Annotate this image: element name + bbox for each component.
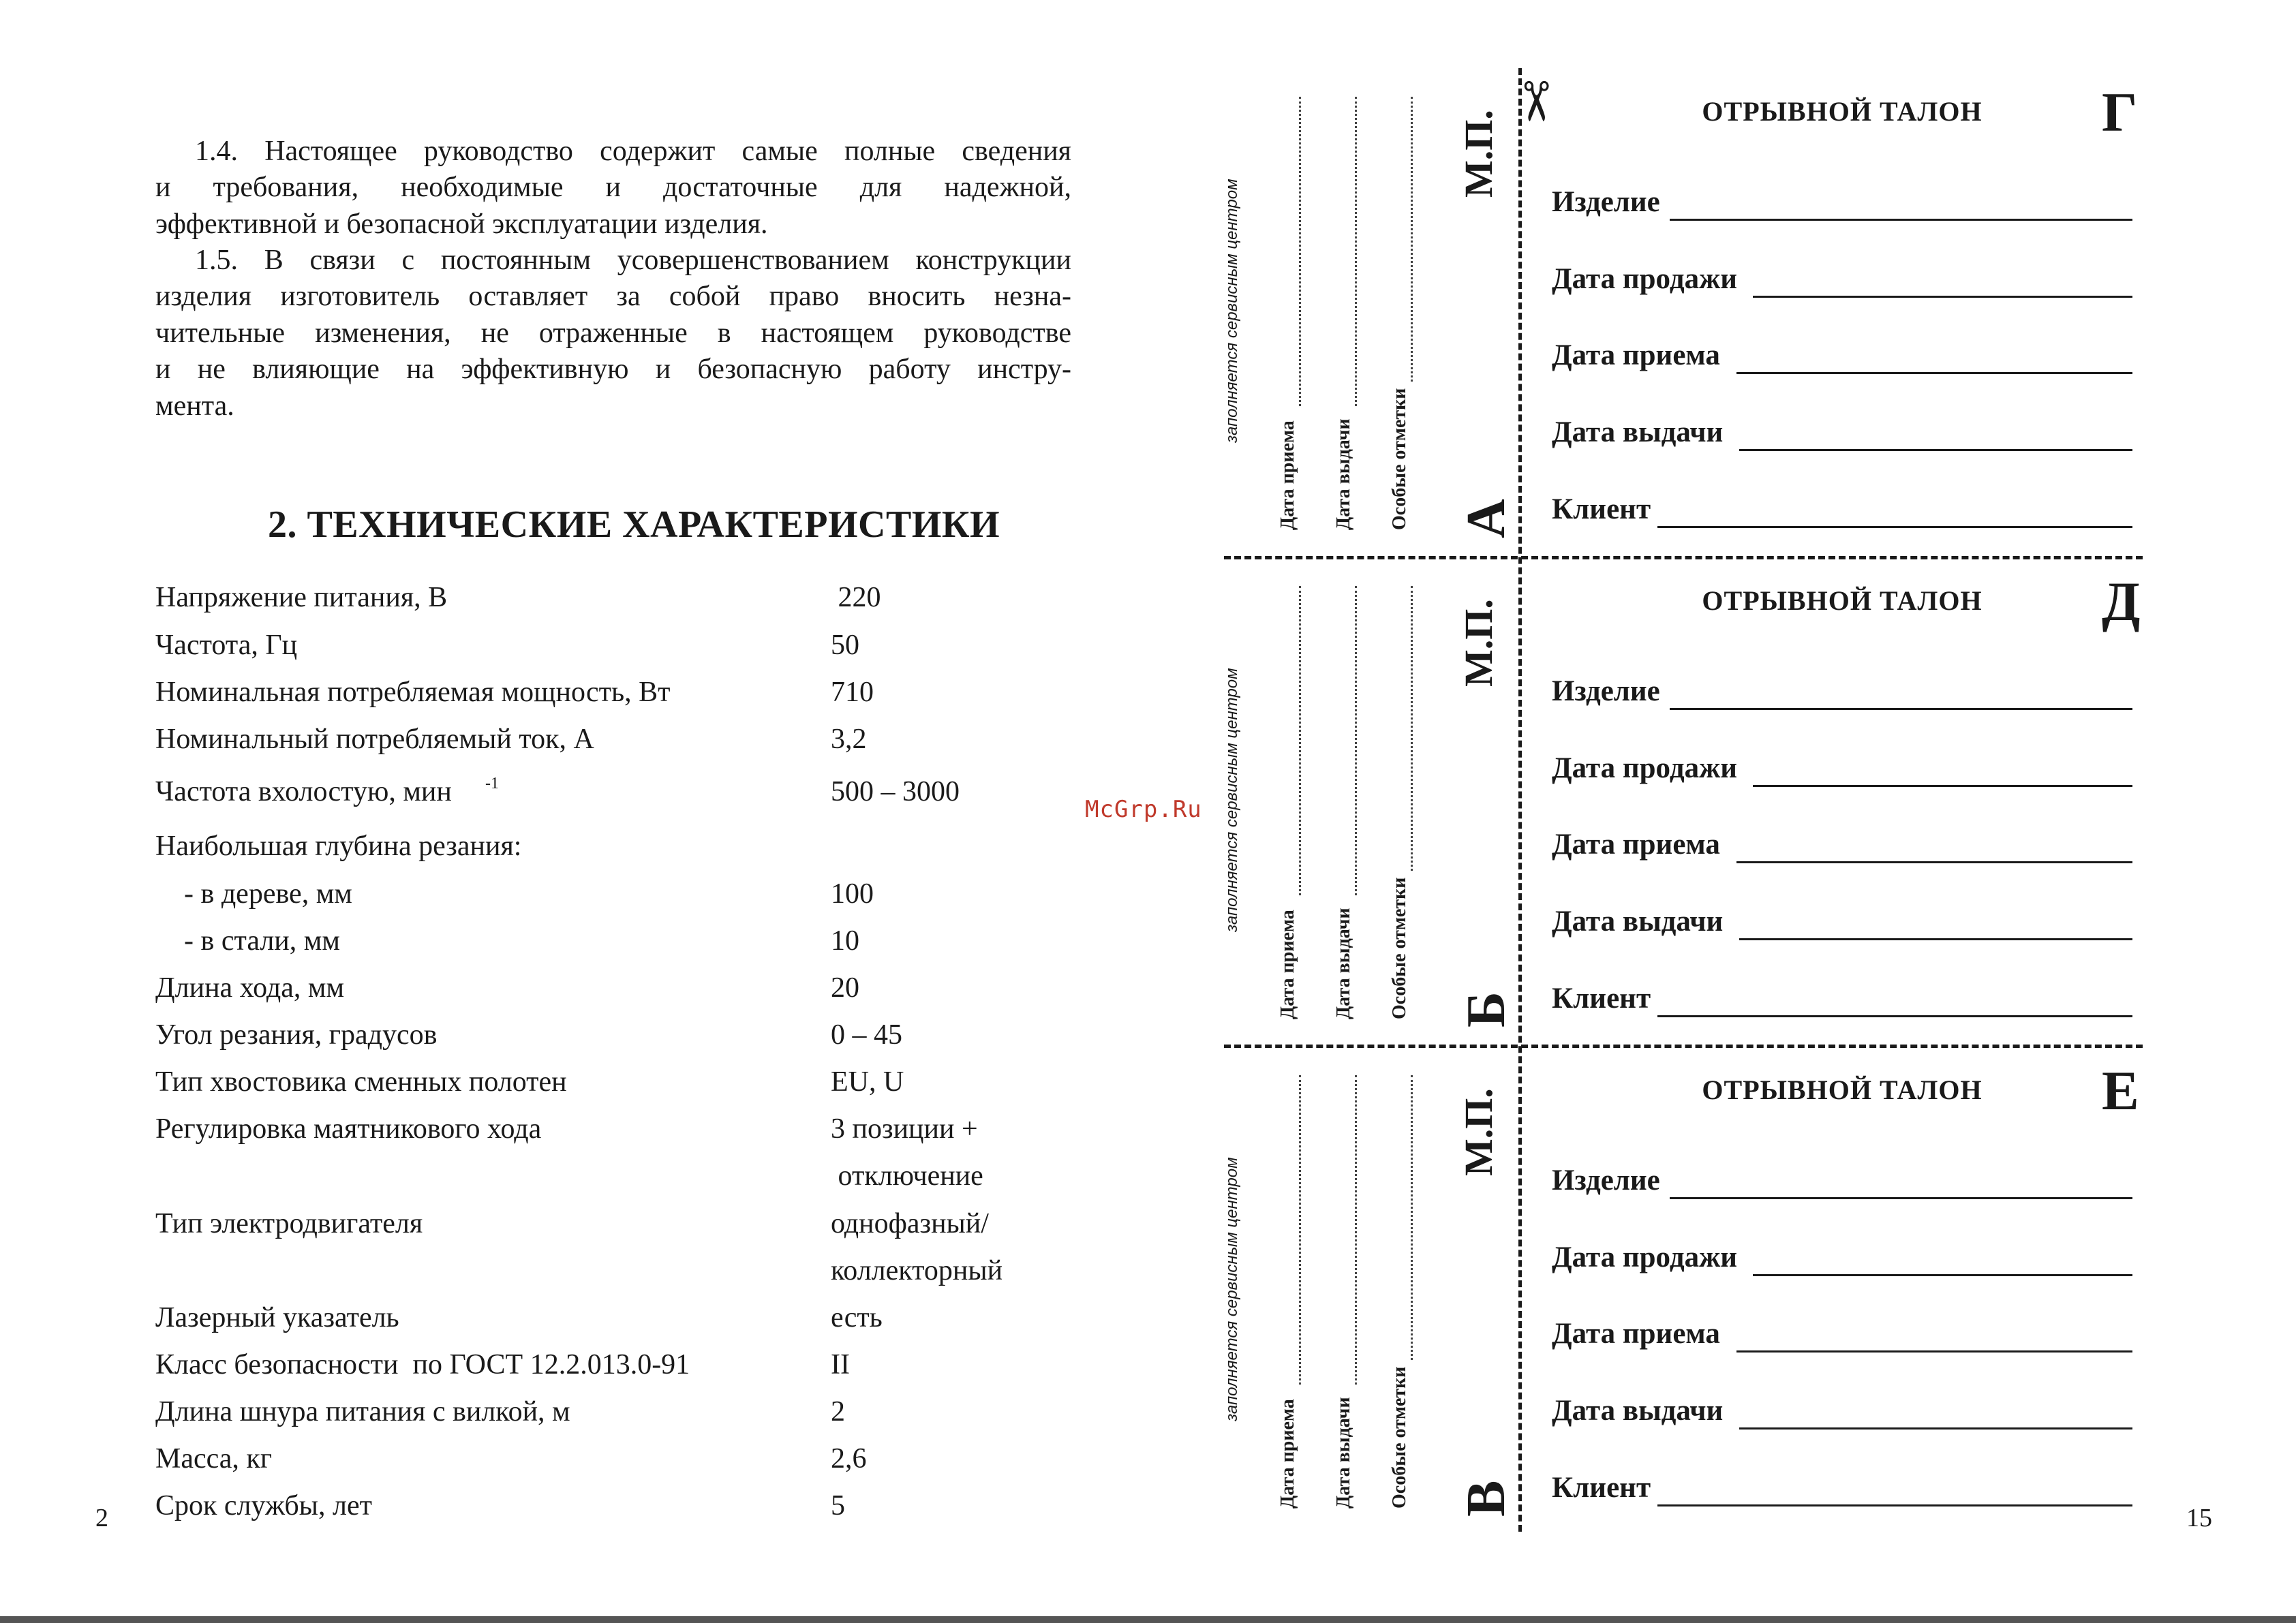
spec-label: Напряжение питания, В <box>155 582 448 613</box>
coupon-field <box>1552 185 2132 226</box>
spec-value: 100 <box>831 878 874 910</box>
stub-fill-line <box>1355 97 1357 406</box>
stub-fill-line <box>1299 1075 1301 1385</box>
stub-fill-line <box>1411 586 1413 871</box>
coupon-field-label: Клиент <box>1552 983 1651 1015</box>
coupon-field-underline <box>1739 449 2132 451</box>
stub-fill-line <box>1355 1075 1357 1385</box>
spec-row <box>0 1015 1159 1062</box>
watermark: McGrp.Ru <box>1085 796 1202 823</box>
coupon-field <box>1552 339 2132 380</box>
spec-label: Частота, Гц <box>155 630 298 661</box>
spec-label: Длина шнура питания с вилкой, м <box>155 1396 570 1427</box>
coupon-letter: Е <box>2102 1060 2139 1122</box>
spec-row <box>0 772 1159 819</box>
stub-service-note: заполняется сервисным центром <box>1223 1157 1241 1421</box>
stub-stamp-label: М.П. <box>1456 110 1501 198</box>
coupon-field-label: Дата приема <box>1552 339 1728 371</box>
coupon-field-label: Дата продажи <box>1552 1241 1738 1273</box>
scissors-icon: ✂ <box>1504 78 1565 125</box>
coupon-field-label: Дата продажи <box>1552 263 1738 295</box>
intro-line: и не влияющие на эффективную и безопасную работу инстру- <box>155 354 1071 386</box>
spec-label: Угол резания, градусов <box>155 1019 438 1051</box>
spec-value: однофазный/ <box>831 1208 989 1239</box>
coupon-field-label: Дата выдачи <box>1552 416 1730 448</box>
spec-value: 20 <box>831 972 859 1004</box>
coupon-field-underline <box>1736 372 2132 374</box>
coupon-letter: Г <box>2102 81 2138 143</box>
spec-value: 10 <box>831 925 859 957</box>
spec-label: Наибольшая глубина резания: <box>155 831 522 862</box>
spec-value: 500 – 3000 <box>831 776 960 807</box>
coupon-field-label: Дата приема <box>1552 1318 1728 1350</box>
spec-row <box>0 1204 1159 1251</box>
stub-field-label: Дата выдачи <box>1333 908 1354 1019</box>
spec-row <box>0 1156 1159 1203</box>
coupon-field-underline <box>1670 219 2132 221</box>
spec-row <box>0 1298 1159 1345</box>
coupon-field <box>1552 1317 2132 1358</box>
spec-value: 2,6 <box>831 1443 867 1474</box>
coupon-field-underline <box>1736 1350 2132 1352</box>
spec-label: Масса, кг <box>155 1443 273 1474</box>
coupon-field <box>1552 1394 2132 1435</box>
page-number-left: 2 <box>95 1504 108 1532</box>
coupon-field-underline <box>1753 1274 2132 1276</box>
spec-label: Номинальный потребляемый ток, А <box>155 724 594 755</box>
coupon-field <box>1552 1241 2132 1282</box>
stub-fill-line <box>1299 586 1301 895</box>
stub-fill-line <box>1411 97 1413 382</box>
spec-row <box>0 1109 1159 1156</box>
spec-label: Частота вхолостую, мин <box>155 776 452 807</box>
coupon-field <box>1552 675 2132 715</box>
spec-label: Тип электродвигателя <box>155 1208 423 1239</box>
spec-row <box>0 1486 1159 1533</box>
spec-unit-superscript: -1 <box>485 775 499 792</box>
coupon-field-label: Изделие <box>1552 1164 1660 1196</box>
stub-field-label: Особые отметки <box>1389 388 1410 530</box>
spec-label: Номинальная потребляемая мощность, Вт <box>155 677 671 708</box>
intro-line: чительные изменения, не отраженные в настоящем руководстве <box>155 317 1071 349</box>
spec-value: коллекторный <box>831 1255 1003 1286</box>
coupon-letter: Д <box>2102 570 2141 632</box>
coupon-field <box>1552 1471 2132 1512</box>
stub-stamp-label: М.П. <box>1456 599 1501 687</box>
spec-label: - в стали, мм <box>155 925 340 957</box>
coupon-field-label: Дата выдачи <box>1552 906 1730 938</box>
coupon-field-underline <box>1739 938 2132 940</box>
coupon-field <box>1552 905 2132 946</box>
page-number-right: 15 <box>2186 1504 2212 1532</box>
coupon-field-label: Изделие <box>1552 186 1660 218</box>
spec-label: Регулировка маятникового хода <box>155 1113 542 1145</box>
coupon-field-label: Дата приема <box>1552 829 1728 861</box>
spec-label: - в дереве, мм <box>155 878 352 910</box>
stub-field-label: Особые отметки <box>1389 877 1410 1019</box>
section-title: 2. ТЕХНИЧЕСКИЕ ХАРАКТЕРИСТИКИ <box>267 504 1000 546</box>
spec-label: Лазерный указатель <box>155 1302 399 1333</box>
spec-row <box>0 1392 1159 1439</box>
coupon-title: ОТРЫВНОЙ ТАЛОН <box>1702 585 1983 616</box>
stub-fill-line <box>1299 97 1301 406</box>
page-bottom-rule <box>0 1616 2296 1623</box>
spec-row <box>0 720 1159 767</box>
spec-label: Класс безопасности по ГОСТ 12.2.013.0-91 <box>155 1349 690 1380</box>
cut-line-vertical <box>1518 68 1522 1532</box>
coupon-field <box>1552 982 2132 1023</box>
stub-field-label: Особые отметки <box>1389 1366 1410 1509</box>
coupon-field-label: Дата выдачи <box>1552 1395 1730 1427</box>
coupon-field-label: Клиент <box>1552 1472 1651 1504</box>
stub-field-label: Дата приема <box>1277 420 1298 530</box>
spec-row <box>0 921 1159 968</box>
coupon-field-underline <box>1657 1015 2132 1017</box>
spec-value: 0 – 45 <box>831 1019 902 1051</box>
spec-label: Тип хвостовика сменных полотен <box>155 1066 567 1098</box>
coupon-field-underline <box>1736 861 2132 863</box>
spec-value: 5 <box>831 1490 845 1521</box>
intro-line: изделия изготовитель оставляет за собой право вносить незна- <box>155 281 1071 313</box>
spec-value: EU, U <box>831 1066 904 1098</box>
coupon-field-label: Изделие <box>1552 675 1660 707</box>
coupon-field <box>1552 828 2132 869</box>
coupon-field <box>1552 752 2132 792</box>
spec-row <box>0 673 1159 720</box>
cut-line-horizontal-2 <box>1224 1045 2143 1048</box>
intro-paragraph-1-4 <box>155 134 1071 243</box>
coupon-field <box>1552 493 2132 534</box>
spec-row <box>0 625 1159 673</box>
intro-line: 1.4. Настоящее руководство содержит самые полные сведения <box>195 136 1071 167</box>
spec-value: 3 позиции + <box>831 1113 978 1145</box>
spec-value: II <box>831 1349 850 1380</box>
stub-service-note: заполняется сервисным центром <box>1223 179 1241 443</box>
spec-value: 220 <box>831 582 881 613</box>
stub-stamp-label: М.П. <box>1456 1088 1501 1176</box>
coupon-field-underline <box>1753 785 2132 787</box>
coupon-title: ОТРЫВНОЙ ТАЛОН <box>1702 1075 1983 1105</box>
stub-field-label: Дата выдачи <box>1333 418 1354 530</box>
coupon-field-label: Дата продажи <box>1552 752 1738 784</box>
spec-row <box>0 826 1159 874</box>
stub-letter: А <box>1456 499 1516 538</box>
intro-line: эффективной и безопасной эксплуатации изделия. <box>155 208 768 240</box>
spec-value: отключение <box>831 1160 983 1192</box>
intro-line: 1.5. В связи с постоянным усовершенствованием конструкции <box>195 245 1071 276</box>
coupon-field-underline <box>1753 296 2132 298</box>
spec-row <box>0 578 1159 625</box>
spec-row <box>0 1062 1159 1109</box>
coupon-field-underline <box>1657 1504 2132 1506</box>
stub-service-note: заполняется сервисным центром <box>1223 668 1241 932</box>
coupon-field-underline <box>1739 1427 2132 1429</box>
coupon-field <box>1552 262 2132 303</box>
stub-field-label: Дата приема <box>1277 910 1298 1019</box>
spec-value: 2 <box>831 1396 845 1427</box>
cut-line-horizontal-1 <box>1224 556 2143 559</box>
spec-value: 3,2 <box>831 724 867 755</box>
spec-row <box>0 1251 1159 1298</box>
coupon-field-underline <box>1670 708 2132 710</box>
coupon-field <box>1552 416 2132 457</box>
intro-paragraph-1-5 <box>155 243 1071 424</box>
spec-label: Длина хода, мм <box>155 972 345 1004</box>
spec-row <box>0 1439 1159 1486</box>
coupon-field <box>1552 1164 2132 1205</box>
spec-value: есть <box>831 1302 883 1333</box>
stub-letter: Б <box>1456 991 1516 1027</box>
stub-field-label: Дата приема <box>1277 1399 1298 1509</box>
stub-fill-line <box>1411 1075 1413 1360</box>
intro-line: и требования, необходимые и достаточные для надежной, <box>155 172 1071 204</box>
spec-row <box>0 874 1159 921</box>
coupon-title: ОТРЫВНОЙ ТАЛОН <box>1702 96 1983 127</box>
spec-row <box>0 1345 1159 1392</box>
spec-value: 710 <box>831 677 874 708</box>
coupon-field-label: Клиент <box>1552 493 1651 525</box>
intro-line: мента. <box>155 390 234 422</box>
spec-label: Срок службы, лет <box>155 1490 372 1521</box>
stub-letter: В <box>1456 1480 1516 1517</box>
spec-row <box>0 968 1159 1015</box>
spec-value: 50 <box>831 630 859 661</box>
stub-fill-line <box>1355 586 1357 895</box>
coupon-field-underline <box>1670 1197 2132 1199</box>
stub-field-label: Дата выдачи <box>1333 1397 1354 1509</box>
coupon-field-underline <box>1657 526 2132 528</box>
